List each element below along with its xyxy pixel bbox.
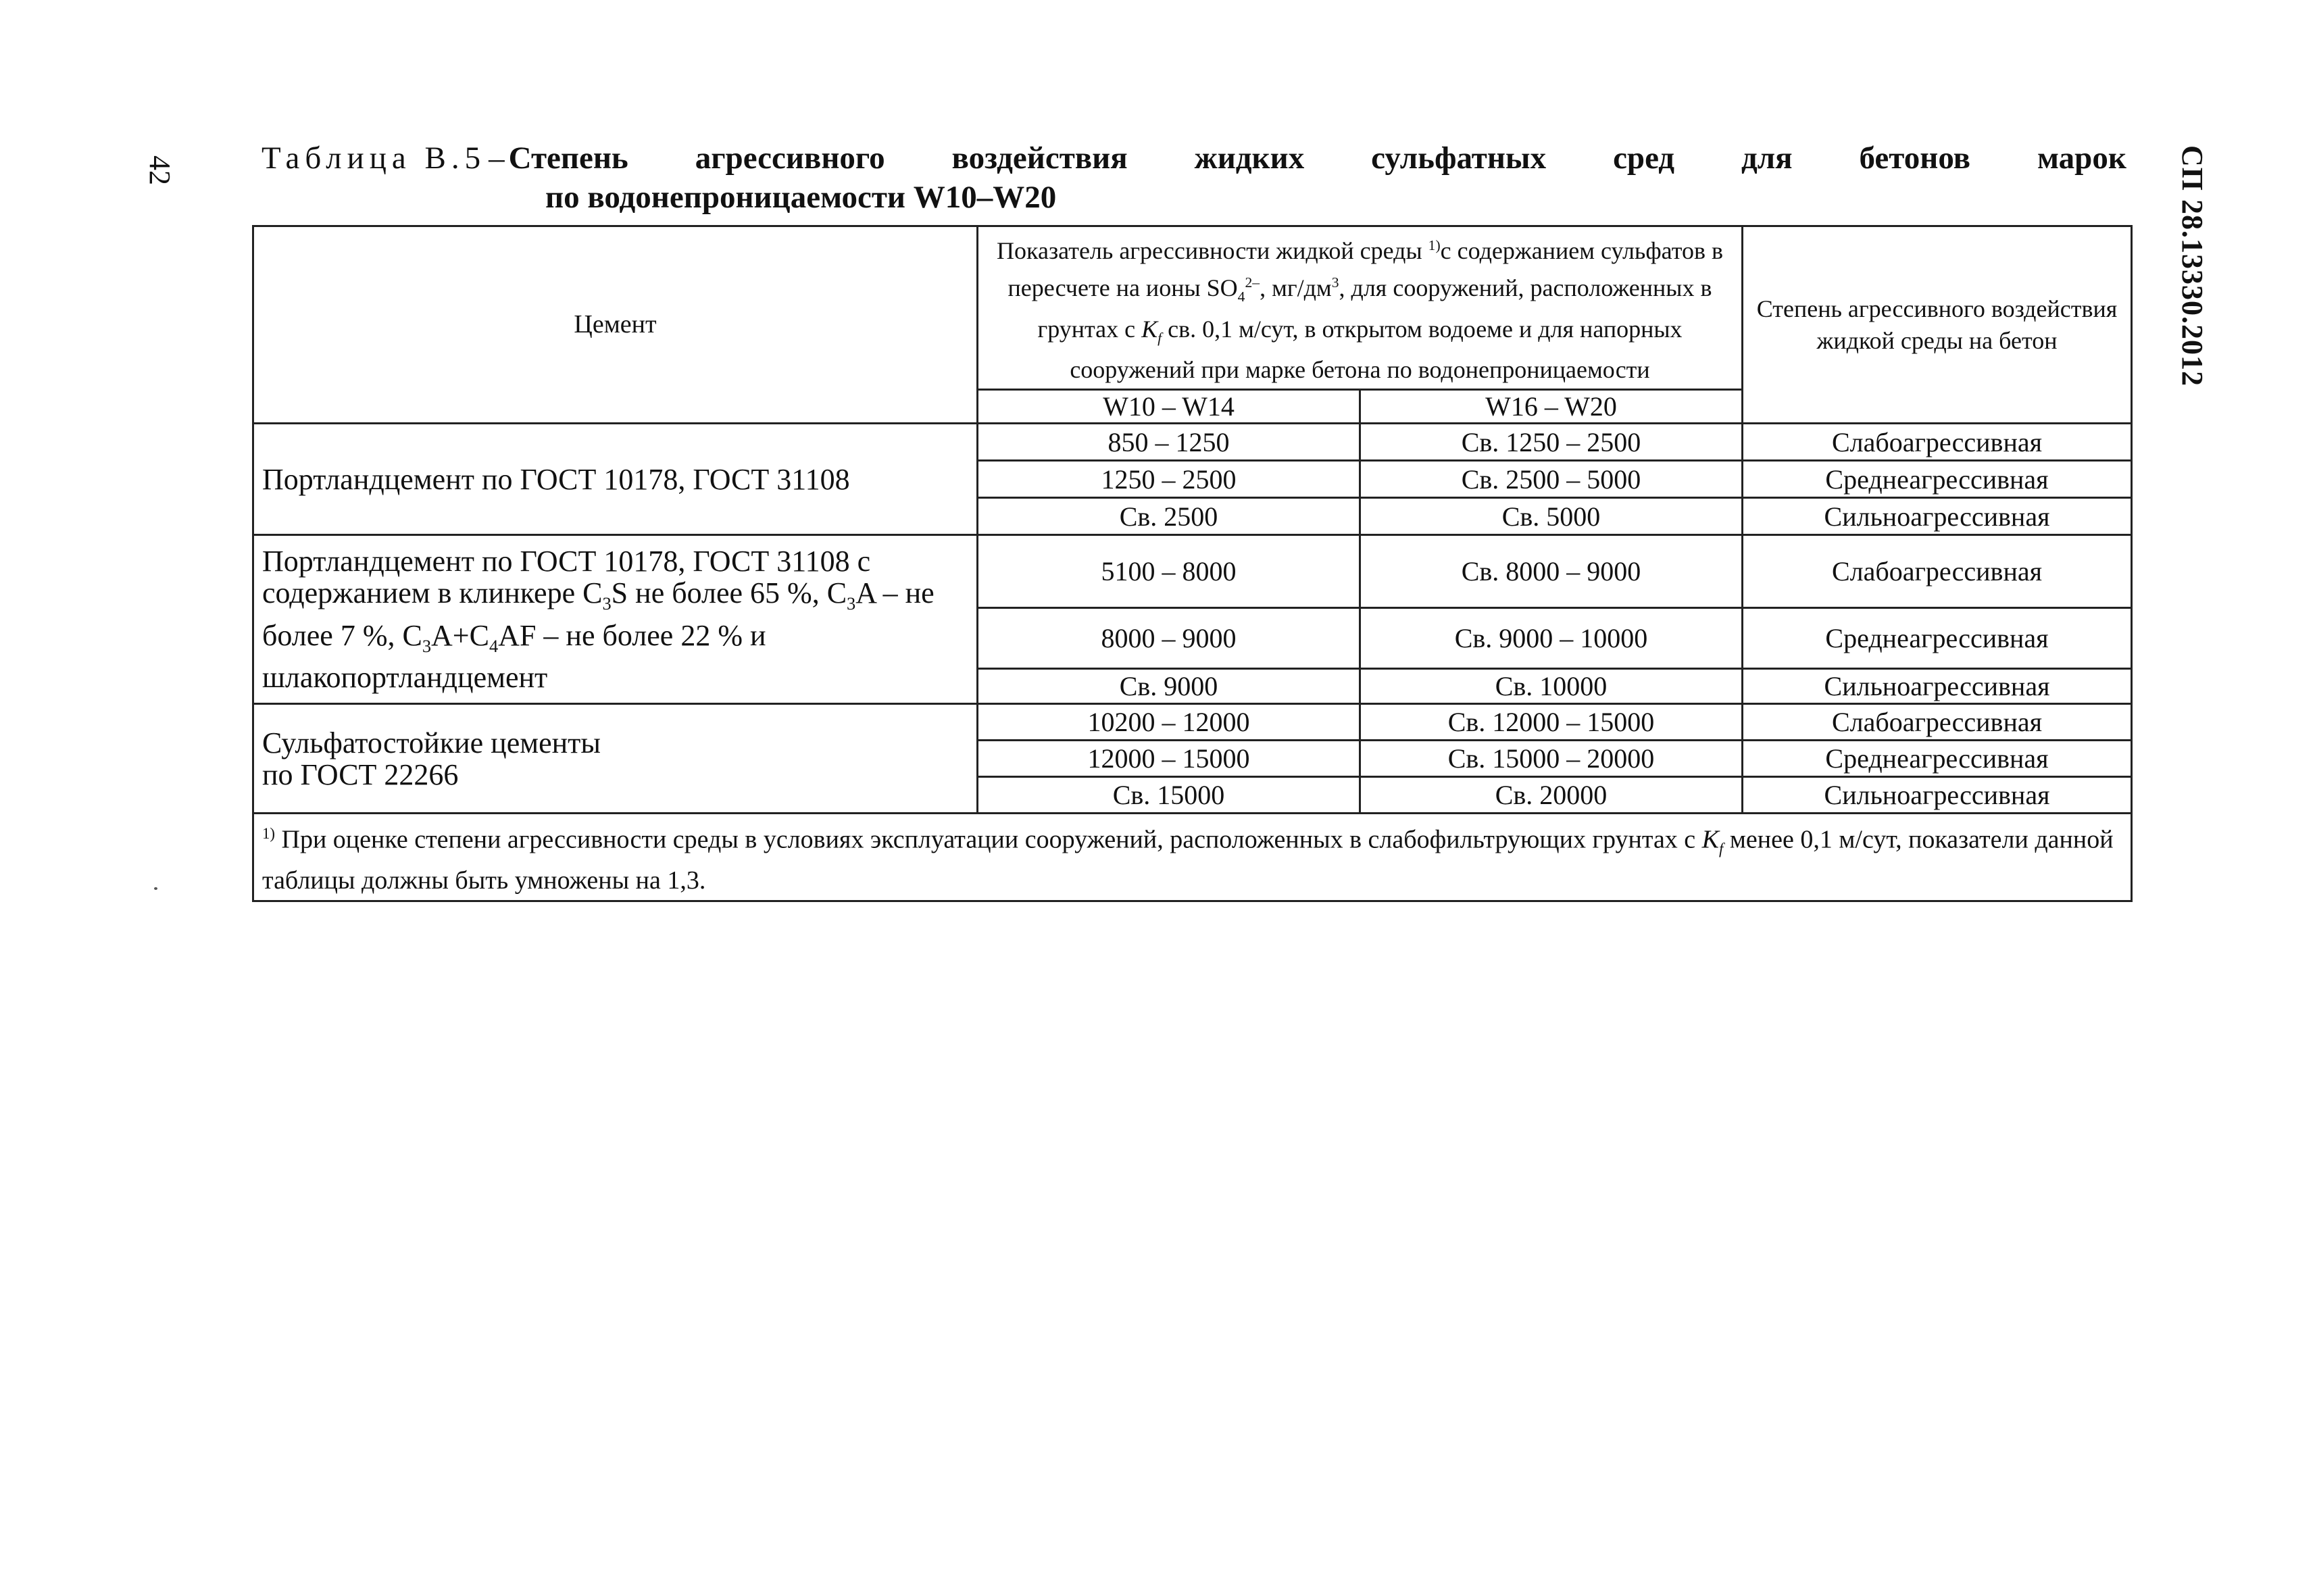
header-w10-w14: W10 – W14 — [978, 390, 1360, 424]
degree-cell: Слабоагрессивная — [1743, 535, 2132, 608]
caption-word: агрессивного — [695, 141, 885, 176]
header-w16-w20: W16 – W20 — [1360, 390, 1743, 424]
caption-dash: – — [489, 141, 505, 176]
w16-w20-cell: Св. 5000 — [1360, 498, 1743, 535]
cement-cell: Портландцемент по ГОСТ 10178, ГОСТ 31108 с содержанием в клинкере $C_3S$ не более 65 %, $C_3A$ – не более 7 %, $C_3A+C_4AF$ – не более 22 % и шлакопортландцемент — [253, 535, 978, 704]
caption-word: жидких — [1194, 141, 1305, 176]
caption-title-line2: по водонепроницаемости W10–W20 — [545, 180, 1057, 215]
degree-cell: Среднеагрессивная — [1743, 608, 2132, 669]
caption-word: сред — [1613, 141, 1675, 176]
degree-cell: Слабоагрессивная — [1743, 424, 2132, 461]
caption-word: марок — [2037, 141, 2126, 176]
w16-w20-cell: Св. 1250 – 2500 — [1360, 424, 1743, 461]
degree-cell: Сильноагрессивная — [1743, 669, 2132, 704]
degree-cell: Слабоагрессивная — [1743, 704, 2132, 741]
w16-w20-cell: Св. 12000 – 15000 — [1360, 704, 1743, 741]
w16-w20-cell: Св. 10000 — [1360, 669, 1743, 704]
scan-speck — [154, 887, 157, 890]
w10-w14-cell: 8000 – 9000 — [978, 608, 1360, 669]
header-degree: Степень агрессивного воздействия жидкой среды на бетон — [1743, 226, 2132, 424]
w16-w20-cell: Св. 9000 – 10000 — [1360, 608, 1743, 669]
degree-cell: Сильноагрессивная — [1743, 777, 2132, 814]
w16-w20-cell: Св. 2500 – 5000 — [1360, 461, 1743, 498]
caption-word: Степень — [508, 141, 628, 176]
table-row — [253, 704, 2132, 741]
degree-cell: Сильноагрессивная — [1743, 498, 2132, 535]
document-code: СП 28.13330.2012 — [2176, 145, 2209, 386]
caption-title — [509, 139, 2126, 178]
w10-w14-cell: Св. 15000 — [978, 777, 1360, 814]
w16-w20-cell: Св. 8000 – 9000 — [1360, 535, 1743, 608]
w10-w14-cell: 10200 – 12000 — [978, 704, 1360, 741]
w10-w14-cell: Св. 9000 — [978, 669, 1360, 704]
caption-word: воздействия — [951, 141, 1128, 176]
degree-cell: Среднеагрессивная — [1743, 741, 2132, 777]
caption-label: Таблица В.5 — [262, 141, 487, 176]
header-indicator: Показатель агрессивности жидкой среды $^{1)}$с содержанием сульфатов в пересчете на ионы $SO_4^{2-}$, $мг/дм^3$, для сооружений, расположенных в грунтах с $K_f$ св. 0,1 м/сут, в открытом водоеме и для напорных сооружений при марке бетона по водонепроницаемости — [978, 226, 1743, 390]
sulfate-aggressiveness-table — [252, 225, 2133, 902]
w10-w14-cell: 850 – 1250 — [978, 424, 1360, 461]
table-footnote: $^{1)}$ При оценке степени агрессивности среды в условиях эксплуатации сооружений, расположенных в слабофильтрующих грунтах с $K_f$ менее 0,1 м/сут, показатели данной таблицы должны быть умножены на 1,3. — [253, 814, 2132, 901]
table-row — [253, 535, 2132, 608]
page-number: 42 — [143, 155, 176, 185]
w10-w14-cell: Св. 2500 — [978, 498, 1360, 535]
w10-w14-cell: 1250 – 2500 — [978, 461, 1360, 498]
table-row — [253, 424, 2132, 461]
w16-w20-cell: Св. 20000 — [1360, 777, 1743, 814]
w10-w14-cell: 5100 – 8000 — [978, 535, 1360, 608]
caption-word: бетонов — [1859, 141, 1971, 176]
cement-cell: Портландцемент по ГОСТ 10178, ГОСТ 31108 — [253, 424, 978, 535]
table-caption — [262, 139, 2126, 217]
w10-w14-cell: 12000 – 15000 — [978, 741, 1360, 777]
cement-cell: Сульфатостойкие цементы по ГОСТ 22266 — [253, 704, 978, 814]
header-cement: Цемент — [253, 226, 978, 424]
caption-word: сульфатных — [1371, 141, 1547, 176]
caption-word: для — [1741, 141, 1793, 176]
degree-cell: Среднеагрессивная — [1743, 461, 2132, 498]
w16-w20-cell: Св. 15000 – 20000 — [1360, 741, 1743, 777]
